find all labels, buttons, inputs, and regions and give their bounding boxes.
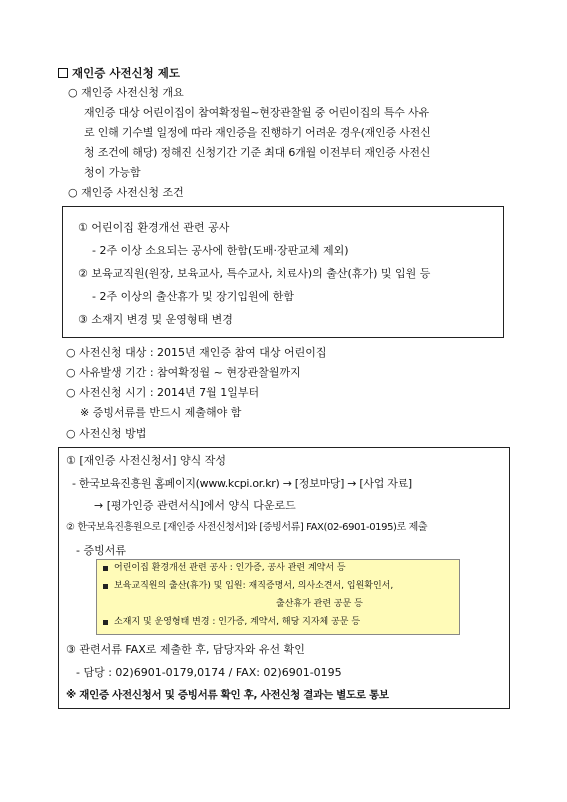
detail-method: ○ 사전신청 방법 <box>66 427 147 440</box>
overview-line: 청이 가능함 <box>84 166 141 179</box>
condition-item: ② 보육교직원(원장, 보육교사, 특수교사, 치료사)의 출산(휴가) 및 입원 등 <box>78 267 431 280</box>
condition-sub: - 2주 이상 소요되는 공사에 한함(도배·장판교체 제외) <box>92 244 349 257</box>
evidence-item: 소재지 및 운영형태 변경 : 인가증, 계약서, 해당 지자체 공문 등 <box>114 617 361 627</box>
detail-period: ○ 사유발생 기간 : 참여확정월 ~ 현장관찰월까지 <box>66 366 301 379</box>
detail-timing: ○ 사전신청 시기 : 2014년 7월 1일부터 <box>66 386 260 399</box>
condition-item: ③ 소재지 변경 및 운영형태 변경 <box>78 313 233 326</box>
section-title-text: 재인증 사전신청 제도 <box>72 66 180 80</box>
evidence-item-cont: 출산휴가 관련 공문 등 <box>276 599 363 609</box>
overview-line: 로 인해 기수별 일정에 따라 재인증을 진행하기 어려운 경우(재인증 사전신 <box>84 126 431 139</box>
method-step1: ① [재인증 사전신청서] 양식 작성 <box>66 454 226 467</box>
method-step3-sub: - 담당 : 02)6901-0179,0174 / FAX: 02)6901-0195 <box>76 666 342 679</box>
checkbox-square-icon <box>58 68 68 78</box>
overview-heading: ○ 재인증 사전신청 개요 <box>68 86 184 99</box>
method-step1-sub2: → [평가인증 관련서식]에서 양식 다운로드 <box>94 499 296 512</box>
condition-item: ① 어린이집 환경개선 관련 공사 <box>78 221 230 234</box>
section-title <box>58 66 180 80</box>
bullet-icon <box>103 566 108 571</box>
method-note: ※ 재인증 사전신청서 및 증빙서류 확인 후, 사전신청 결과는 별도로 통보 <box>66 689 389 701</box>
bullet-icon <box>103 620 108 625</box>
method-step2-sub: - 증빙서류 <box>76 544 126 557</box>
evidence-item: 보육교직원의 출산(휴가) 및 입원: 재직증명서, 의사소견서, 입원확인서, <box>114 581 394 591</box>
method-step2: ② 한국보육진흥원으로 [재인증 사전신청서]와 [증빙서류] FAX(02-6901-0195)로 제출 <box>66 522 428 533</box>
method-step1-sub1: - 한국보육진흥원 홈페이지(www.kcpi.or.kr) → [정보마당] → [사업 자료] <box>72 477 412 490</box>
overview-line: 청 조건에 해당) 정해진 신청기간 기준 최대 6개월 이전부터 재인증 사전신 <box>84 146 431 159</box>
evidence-item: 어린이집 환경개선 관련 공사 : 인가증, 공사 관련 계약서 등 <box>114 563 346 573</box>
detail-note: ※ 증빙서류를 반드시 제출해야 함 <box>80 406 242 419</box>
condition-sub: - 2주 이상의 출산휴가 및 장기입원에 한함 <box>92 290 294 303</box>
detail-target: ○ 사전신청 대상 : 2015년 재인증 참여 대상 어린이집 <box>66 346 327 359</box>
conditions-heading: ○ 재인증 사전신청 조건 <box>68 186 184 199</box>
overview-line: 재인증 대상 어린이집이 참여확정월~현장관찰월 중 어린이집의 특수 사유 <box>84 106 429 119</box>
bullet-icon <box>103 584 108 589</box>
method-step3: ③ 관련서류 FAX로 제출한 후, 담당자와 유선 확인 <box>66 643 305 656</box>
